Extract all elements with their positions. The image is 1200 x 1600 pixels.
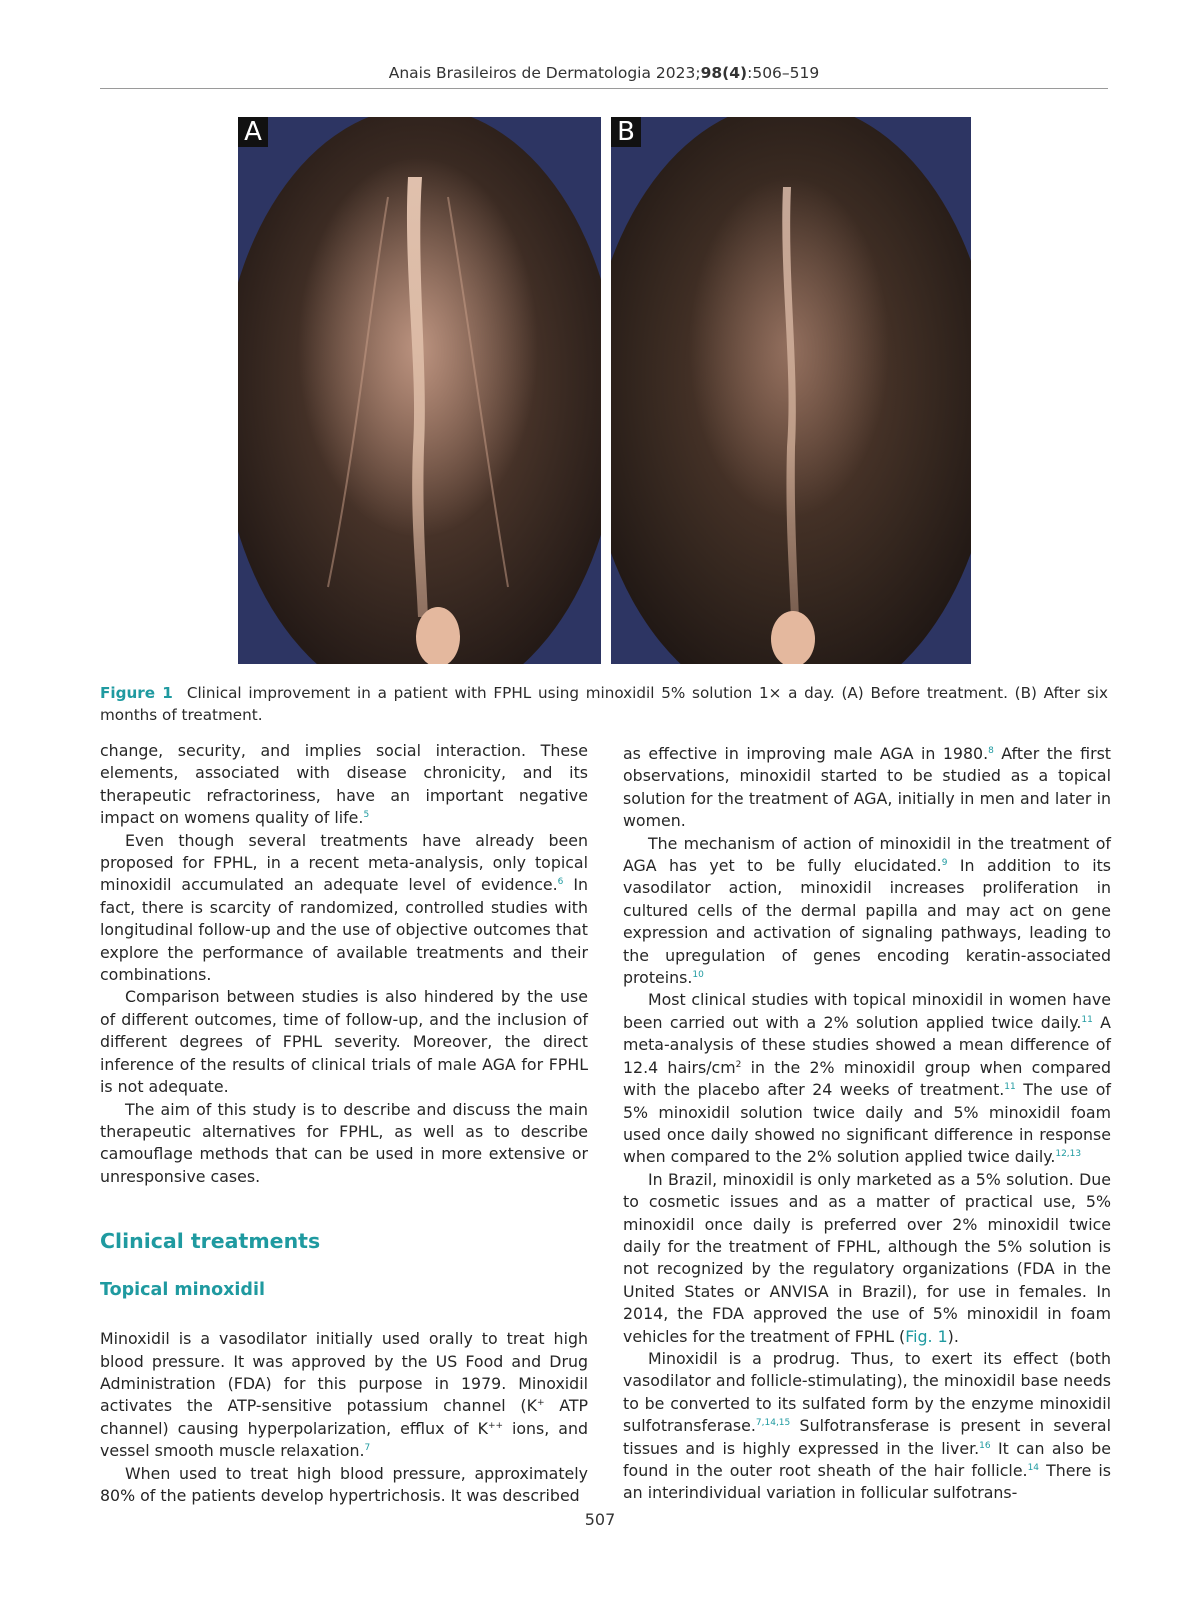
paragraph bbox=[623, 833, 1111, 990]
paragraph: Comparison between studies is also hindered by the use of different outcomes, time of follow-up, and the inclusion of different degrees of FPHL severity. Moreover, the direct inference of the results of clinical trials of male AGA for FPHL is not adequate. bbox=[100, 987, 588, 1097]
left-column bbox=[100, 740, 588, 1507]
reference[interactable]: 8 bbox=[988, 746, 994, 756]
text: ATP channel) causing hyperpolarization, efflux of K bbox=[100, 1396, 588, 1438]
text: Minoxidil is a vasodilator initially used orally to treat high blood pressure. It was approved by the US Food and Drug Administration (FDA) for this purpose in 1979. Minoxidil activates the ATP-sensitive potassium channel (K bbox=[100, 1329, 588, 1416]
text: as effective in improving male AGA in 1980. bbox=[623, 744, 989, 763]
scalp-photo-before bbox=[238, 117, 601, 664]
superscript: ++ bbox=[487, 1420, 504, 1431]
text: change, security, and implies social interaction. These elements, associated with disease chronicity, and its therapeutic refractoriness, have an important negative impact on womens quality of life. bbox=[100, 741, 588, 828]
text: Minoxidil is a prodrug. Thus, to exert its effect (both vasodilator and follicle-stimulating), the minoxidil base needs to be converted to its sulfated form by the enzyme minoxidil sulfotransferase. bbox=[623, 1348, 1111, 1436]
journal-name: Anais Brasileiros de Dermatologia 2023; bbox=[388, 64, 701, 82]
reference[interactable]: 16 bbox=[979, 1440, 991, 1451]
text: In Brazil, minoxidil is only marketed as a 5% solution. Due to cosmetic issues and as a matter of practical use, 5% minoxidil once daily is preferred over 2% minoxidil twice daily for the treatment of FPHL, although the 5% solution is not recognized by the regulatory organizations (FDA in the United States or ANVISA in Brazil), for use in females. In 2014, the FDA approved the use of 5% minoxidil in foam vehicles for the treatment of FPHL ( bbox=[623, 1169, 1111, 1346]
section-heading: Clinical treatments bbox=[100, 1229, 321, 1254]
paragraph bbox=[623, 743, 1111, 833]
paragraph bbox=[623, 1348, 1111, 1505]
reference[interactable]: 11 bbox=[1081, 1014, 1093, 1025]
text: It can also be found in the outer root sheath of the hair follicle. bbox=[623, 1438, 1112, 1480]
text: Even though several treatments have already been proposed for FPHL, in a recent meta-analysis, only topical minoxidil accumulated an adequate level of evidence. bbox=[100, 830, 588, 895]
text: After the first observations, minoxidil started to be studied as a topical solution for the treatment of AGA, initially in men and later in women. bbox=[623, 744, 1111, 831]
paragraph bbox=[623, 989, 1111, 1168]
page-number: 507 bbox=[584, 1510, 616, 1529]
paragraph bbox=[100, 1328, 588, 1462]
page-range: :506–519 bbox=[747, 64, 820, 82]
subsection-heading: Topical minoxidil bbox=[100, 1280, 265, 1301]
text: The mechanism of action of minoxidil in the treatment of AGA has yet to be fully elucidated. bbox=[623, 833, 1111, 876]
text: in the 2% minoxidil group when compared with the placebo after 24 weeks of treatment. bbox=[623, 1057, 1111, 1100]
reference[interactable]: 11 bbox=[1004, 1082, 1016, 1093]
figure-caption-text: Clinical improvement in a patient with FPHL using minoxidil 5% solution 1× a day. (A) Before treatment. (B) After six months of treatment. bbox=[100, 684, 1108, 724]
volume-issue: 98(4) bbox=[700, 64, 748, 82]
reference[interactable]: 6 bbox=[557, 877, 564, 888]
reference[interactable]: 14 bbox=[1027, 1463, 1040, 1473]
paragraph: When used to treat high blood pressure, approximately 80% of the patients develop hypertrichosis. It was described bbox=[100, 1463, 588, 1505]
paragraph bbox=[623, 1169, 1111, 1348]
figure-caption bbox=[100, 682, 1108, 726]
figure-panel-b bbox=[611, 117, 971, 664]
paragraph: The aim of this study is to describe and discuss the main therapeutic alternatives for FPHL, as well as to describe camouflage methods that can be used in more extensive or unresponsive cases. bbox=[100, 1099, 588, 1186]
reference[interactable]: 12,13 bbox=[1055, 1149, 1082, 1160]
reference[interactable]: 5 bbox=[363, 810, 370, 821]
reference[interactable]: 9 bbox=[941, 858, 948, 869]
text: ). bbox=[947, 1326, 959, 1346]
scalp-photo-after bbox=[611, 117, 971, 664]
text: In addition to its vasodilator action, minoxidil increases proliferation in cultured cells of the dermal papilla and may act on gene expression and activation of signaling pathways, leading to the upregulation of genes encoding keratin-associated proteins. bbox=[623, 856, 1112, 988]
reference[interactable]: 10 bbox=[692, 970, 704, 981]
paragraph bbox=[100, 740, 588, 830]
text: Most clinical studies with topical minoxidil in women have been carried out with a 2% solution applied twice daily. bbox=[623, 990, 1111, 1032]
superscript: + bbox=[536, 1398, 545, 1409]
figure-label: Figure 1 bbox=[100, 684, 173, 702]
text: There is an interindividual variation in follicular sulfotrans- bbox=[623, 1461, 1111, 1503]
text: The use of 5% minoxidil solution twice daily and 5% minoxidil foam used once daily showed no significant difference in response when compared to the 2% solution applied twice daily. bbox=[623, 1080, 1111, 1167]
panel-label-b: B bbox=[611, 117, 641, 147]
paragraph bbox=[100, 830, 588, 987]
running-header bbox=[100, 64, 1108, 89]
text: ions, and vessel smooth muscle relaxation. bbox=[100, 1418, 588, 1461]
right-column bbox=[623, 743, 1111, 1505]
text: A meta-analysis of these studies showed a mean difference of 12.4 hairs/cm bbox=[623, 1012, 1111, 1077]
text: In fact, there is scarcity of randomized, controlled studies with longitudinal follow-up and the use of objective outcomes that explore the performance of available treatments and their combinations. bbox=[100, 875, 588, 985]
figure-panel-a bbox=[238, 117, 601, 664]
text: Sulfotransferase is present in several tissues and is highly expressed in the liver. bbox=[623, 1416, 1111, 1458]
reference[interactable]: 7 bbox=[364, 1443, 371, 1454]
panel-label-a: A bbox=[238, 117, 268, 147]
superscript: 2 bbox=[735, 1059, 742, 1070]
figure-link[interactable]: Fig. 1 bbox=[905, 1326, 948, 1346]
reference[interactable]: 7,14,15 bbox=[755, 1418, 791, 1429]
